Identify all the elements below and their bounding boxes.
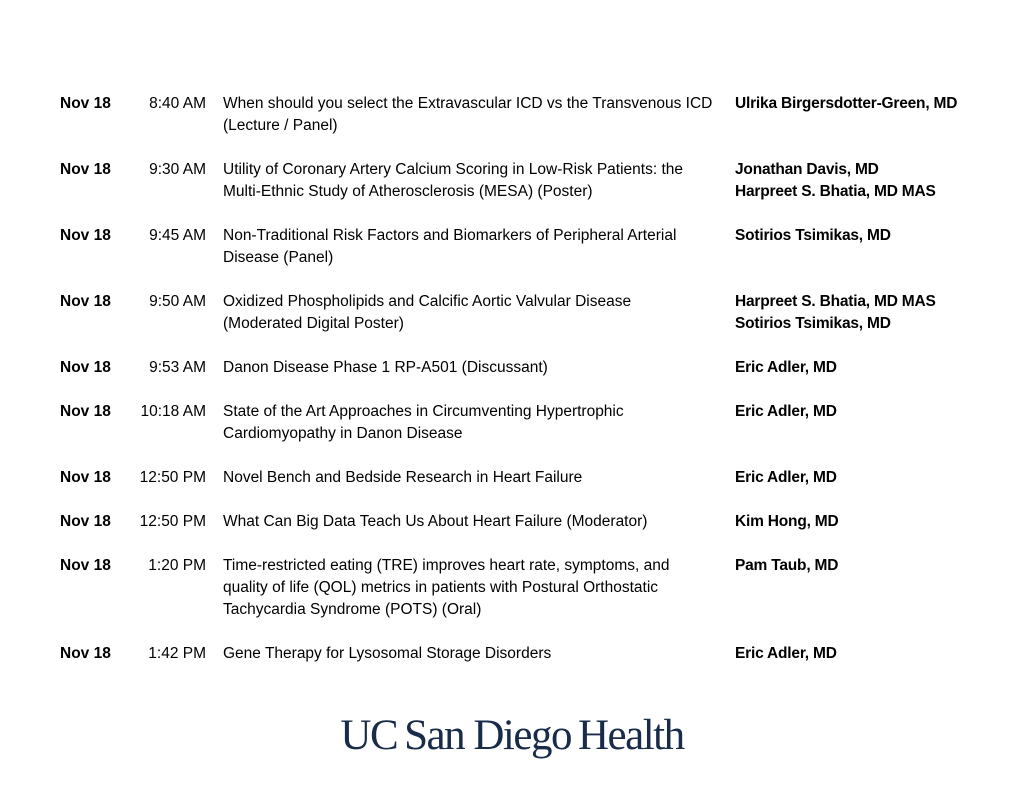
row-date: Nov 18 xyxy=(60,513,111,530)
row-title: Danon Disease Phase 1 RP-A501 (Discussant) xyxy=(223,359,548,376)
row-time: 10:18 AM xyxy=(140,403,206,420)
schedule-row xyxy=(0,643,1024,665)
row-date: Nov 18 xyxy=(60,469,111,486)
row-time: 9:30 AM xyxy=(149,161,206,178)
row-speakers xyxy=(735,159,1020,203)
row-date: Nov 18 xyxy=(60,359,111,376)
row-speakers xyxy=(735,467,1020,489)
row-speakers xyxy=(735,291,1020,335)
speaker-name: Pam Taub, MD xyxy=(735,557,839,574)
row-time: 1:42 PM xyxy=(148,645,206,662)
schedule-row xyxy=(0,357,1024,379)
speaker-name: Ulrika Birgersdotter-Green, MD xyxy=(735,95,958,112)
schedule-row xyxy=(0,401,1024,445)
row-title: Time-restricted eating (TRE) improves heart rate, symptoms, and quality of life (QOL) metrics in patients with Postural Orthostatic Tachycardia Syndrome (POTS) (Oral) xyxy=(223,557,670,618)
row-title: Gene Therapy for Lysosomal Storage Disorders xyxy=(223,645,552,662)
row-title: Utility of Coronary Artery Calcium Scoring in Low-Risk Patients: the Multi-Ethnic Study of Atherosclerosis (MESA) (Poster) xyxy=(223,161,683,200)
row-date: Nov 18 xyxy=(60,403,111,420)
schedule-row xyxy=(0,511,1024,533)
row-date: Nov 18 xyxy=(60,95,111,112)
uc-san-diego-health-logo xyxy=(0,710,1024,762)
row-date: Nov 18 xyxy=(60,227,111,244)
row-title: State of the Art Approaches in Circumventing Hypertrophic Cardiomyopathy in Danon Disease xyxy=(223,403,624,442)
row-speakers xyxy=(735,401,1020,423)
speaker-name: Jonathan Davis, MD xyxy=(735,161,879,178)
schedule-row xyxy=(0,467,1024,489)
speaker-name: Eric Adler, MD xyxy=(735,403,837,420)
speaker-name: Sotirios Tsimikas, MD xyxy=(735,227,891,244)
schedule-row xyxy=(0,555,1024,621)
row-time: 9:53 AM xyxy=(149,359,206,376)
row-date: Nov 18 xyxy=(60,293,111,310)
row-date: Nov 18 xyxy=(60,645,111,662)
row-speakers xyxy=(735,555,1020,577)
row-time: 9:50 AM xyxy=(149,293,206,310)
speaker-name: Harpreet S. Bhatia, MD MAS xyxy=(735,293,936,310)
schedule-row xyxy=(0,291,1024,335)
row-title: What Can Big Data Teach Us About Heart Failure (Moderator) xyxy=(223,513,648,530)
speaker-name: Sotirios Tsimikas, MD xyxy=(735,315,891,332)
schedule-list xyxy=(0,93,1024,687)
speaker-name: Eric Adler, MD xyxy=(735,469,837,486)
logo-text-health: Health xyxy=(577,712,684,759)
schedule-row xyxy=(0,93,1024,137)
row-speakers xyxy=(735,511,1020,533)
schedule-row xyxy=(0,159,1024,203)
speaker-name: Eric Adler, MD xyxy=(735,645,837,662)
row-time: 8:40 AM xyxy=(149,95,206,112)
row-date: Nov 18 xyxy=(60,557,111,574)
row-time: 12:50 PM xyxy=(139,513,206,530)
row-speakers xyxy=(735,93,1020,115)
row-speakers xyxy=(735,357,1020,379)
logo-text-uc: UC xyxy=(340,712,398,759)
speaker-name: Eric Adler, MD xyxy=(735,359,837,376)
row-time: 9:45 AM xyxy=(149,227,206,244)
row-time: 12:50 PM xyxy=(139,469,206,486)
row-time: 1:20 PM xyxy=(148,557,206,574)
row-title: Non-Traditional Risk Factors and Biomarkers of Peripheral Arterial Disease (Panel) xyxy=(223,227,677,266)
logo-text-san-diego: San Diego xyxy=(404,712,571,759)
row-title: Oxidized Phospholipids and Calcific Aortic Valvular Disease (Moderated Digital Poster) xyxy=(223,293,632,332)
speaker-name: Kim Hong, MD xyxy=(735,513,839,530)
row-date: Nov 18 xyxy=(60,161,111,178)
row-speakers xyxy=(735,643,1020,665)
speaker-name: Harpreet S. Bhatia, MD MAS xyxy=(735,183,936,200)
row-title: Novel Bench and Bedside Research in Heart Failure xyxy=(223,469,583,486)
schedule-row xyxy=(0,225,1024,269)
row-speakers xyxy=(735,225,1020,247)
row-title: When should you select the Extravascular ICD vs the Transvenous ICD (Lecture / Panel) xyxy=(223,95,713,134)
